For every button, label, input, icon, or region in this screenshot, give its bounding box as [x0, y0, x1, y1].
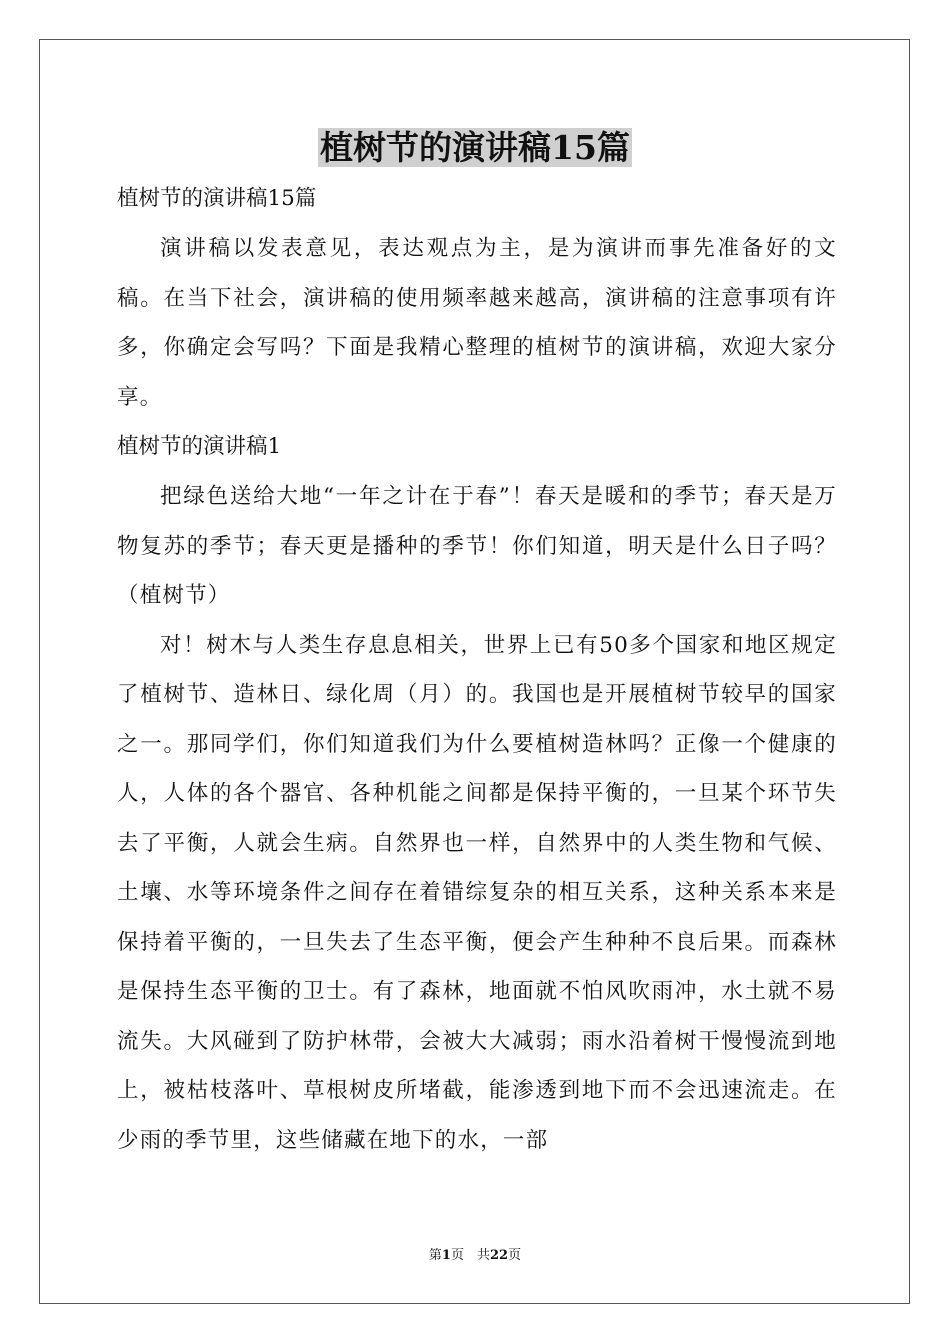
document-subtitle: 植树节的演讲稿15篇: [117, 186, 317, 211]
page-footer: [0, 1247, 950, 1265]
body-paragraph: 对！树木与人类生存息息相关，世界上已有50多个国家和地区规定了植树节、造林日、绿化周（月）的。我国也是开展植树节较早的国家之一。那同学们，你们知道我们为什么要植树造林吗？正像一个健康的人，人体的各个器官、各种机能之间都是保持平衡的，一旦某个环节失去了平衡，人就会生病。自然界也一样，自然界中的人类生物和气候、土壤、水等环境条件之间存在着错综复杂的相互关系，这种关系本来是保持着平衡的，一旦失去了生态平衡，便会产生种种不良后果。而森林是保持生态平衡的卫士。有了森林，地面就不怕风吹雨冲，水土就不易流失。大风碰到了防护林带，会被大大减弱；雨水沿着树干慢慢流到地上，被枯枝落叶、草根树皮所堵截，能渗透到地下而不会迅速流走。在少雨的季节里，这些储藏在地下的水，一部: [117, 632, 837, 1153]
body-paragraph: 把绿色送给大地“一年之计在于春”！春天是暖和的季节；春天是万物复苏的季节；春天更是播种的季节！你们知道，明天是什么日子吗？（植树节）: [117, 484, 837, 608]
document-body: [117, 180, 837, 1165]
footer-page-total: 22: [489, 1248, 509, 1263]
footer-page-mid: 页 共: [450, 1248, 490, 1263]
footer-page-suffix: 页: [508, 1248, 522, 1263]
intro-paragraph: 演讲稿以发表意见，表达观点为主，是为演讲而事先准备好的文稿。在当下社会，演讲稿的使用频率越来越高，演讲稿的注意事项有许多，你确定会写吗？下面是我精心整理的植树节的演讲稿，欢迎大家分享。: [117, 236, 837, 410]
footer-page-prefix: 第: [428, 1248, 442, 1263]
document-title-text: 植树节的演讲稿15篇: [320, 128, 630, 167]
section-heading: 植树节的演讲稿1: [117, 434, 282, 459]
document-title: [0, 126, 950, 170]
footer-page-current: 1: [441, 1248, 451, 1263]
